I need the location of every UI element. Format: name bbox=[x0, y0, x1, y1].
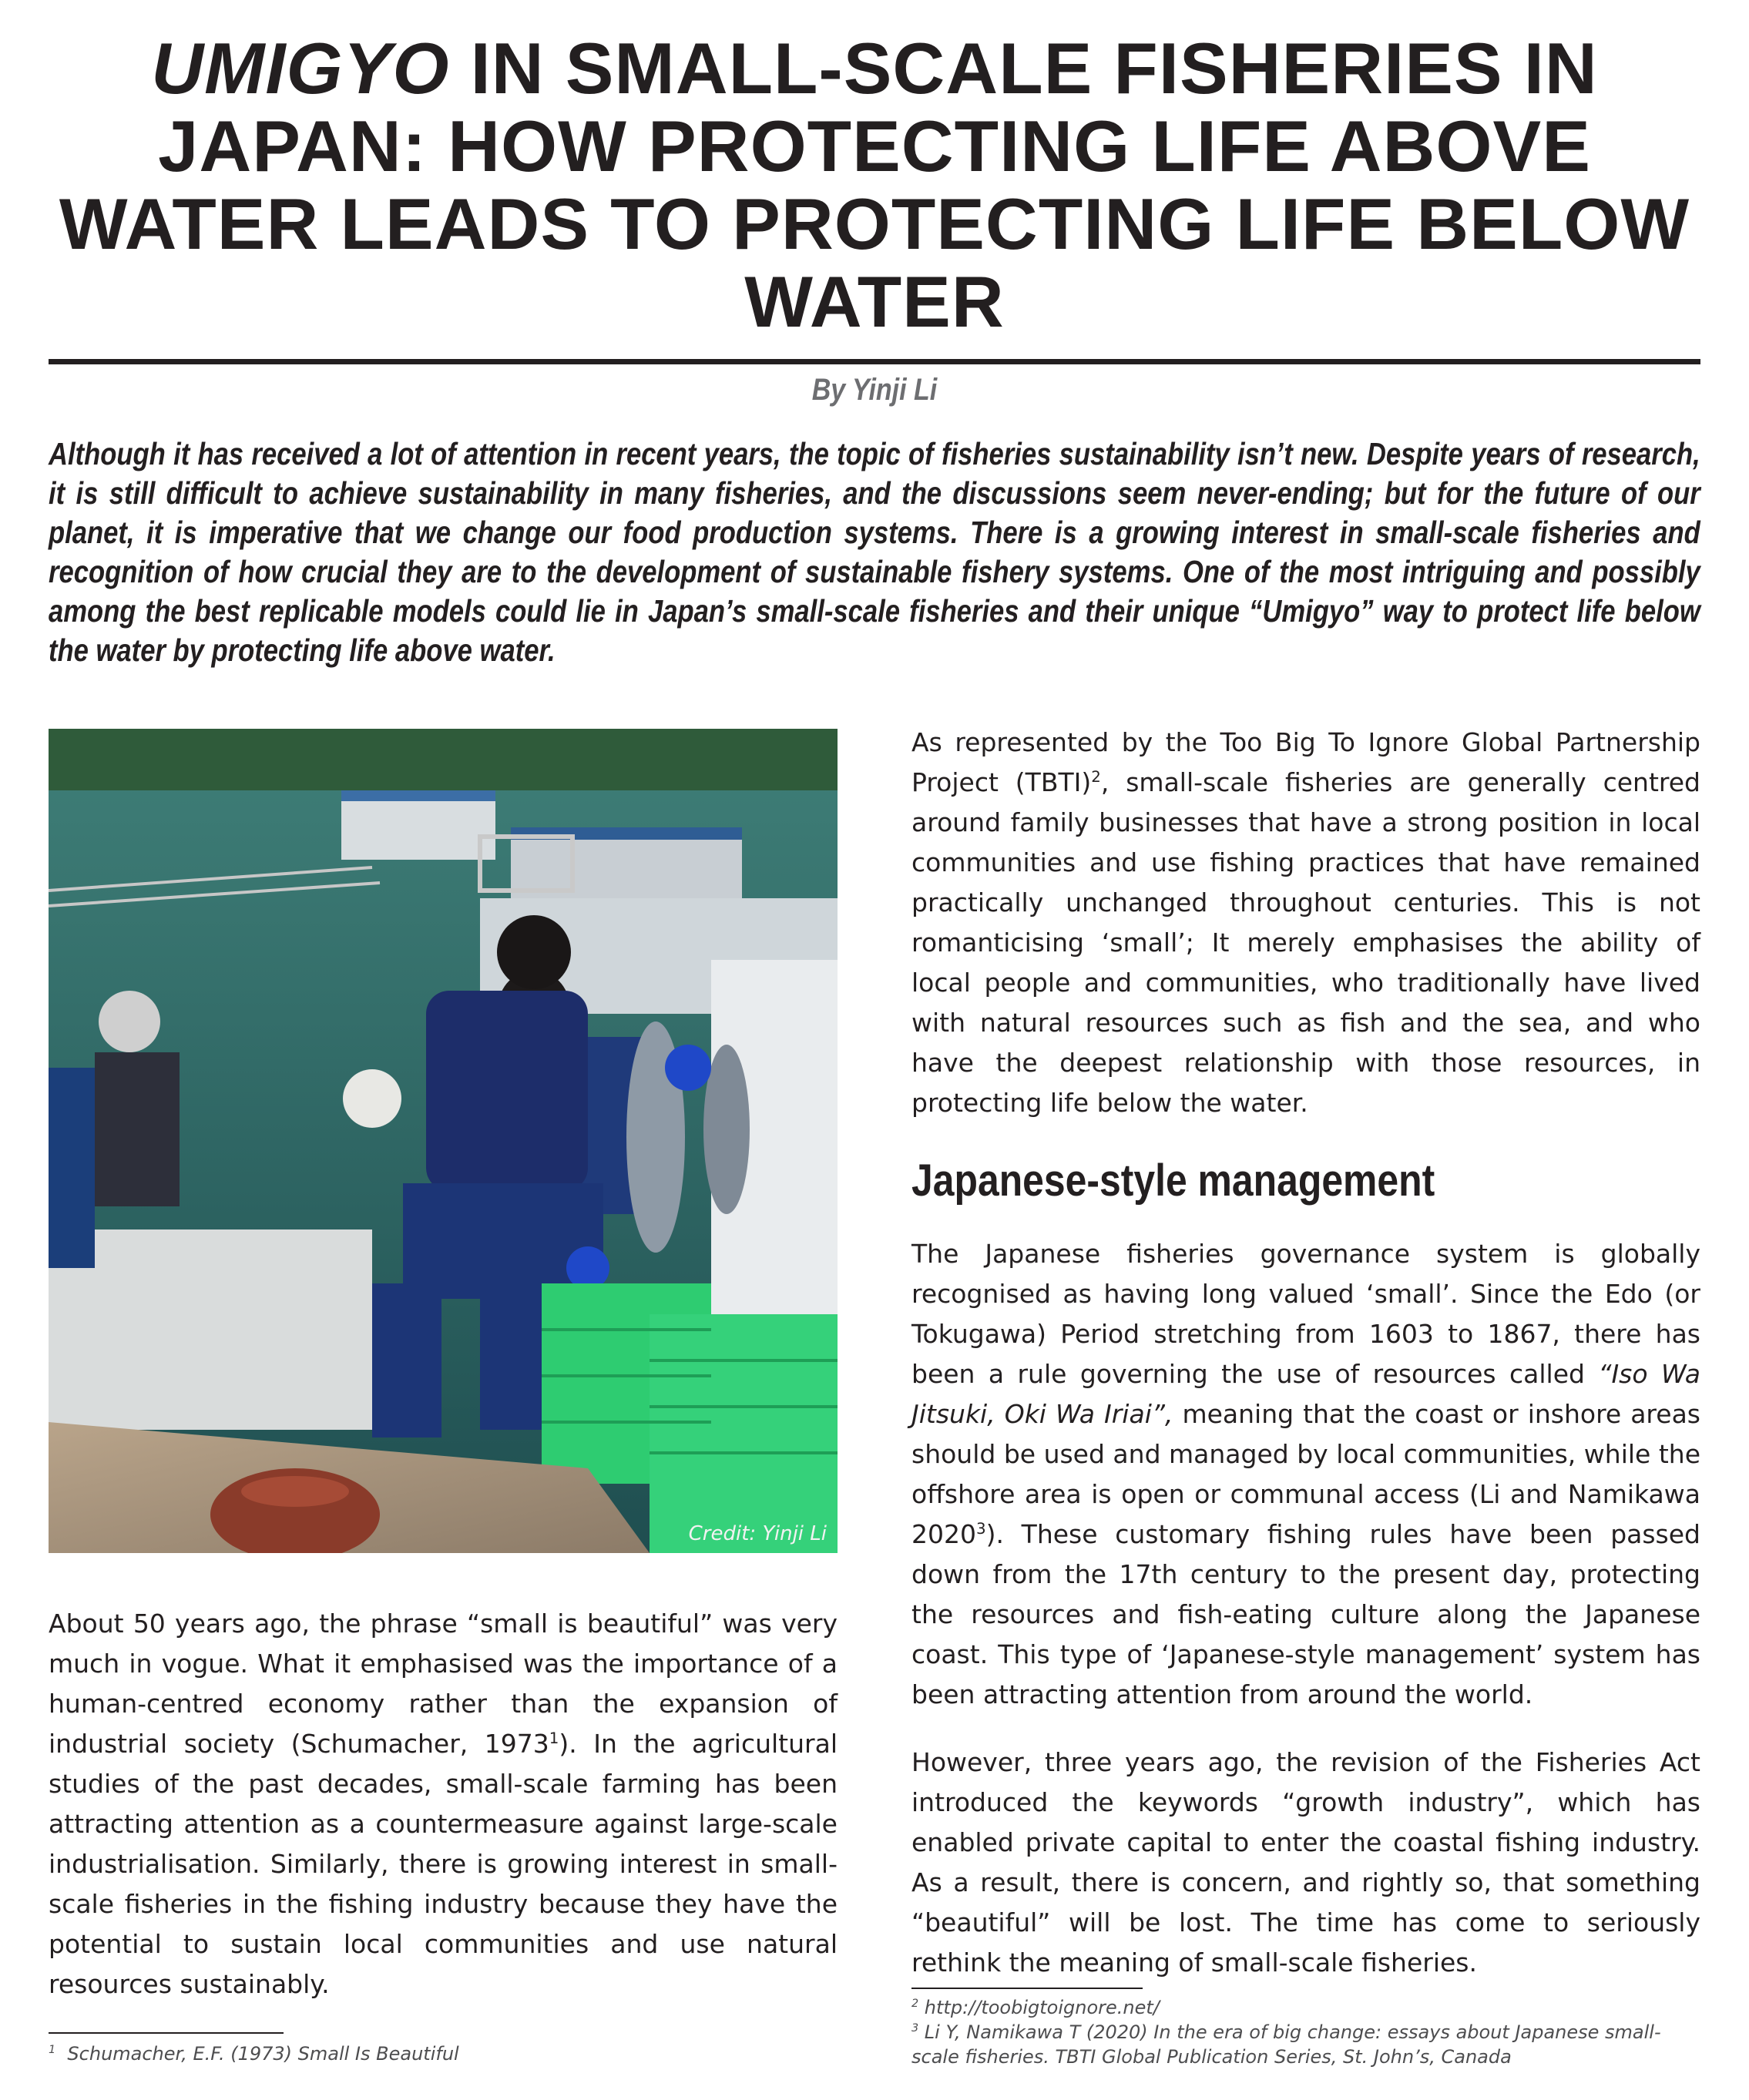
boat-deck bbox=[49, 1229, 372, 1430]
footnote-ref-3: 3 bbox=[975, 1520, 986, 1538]
photo-credit: Credit: Yinji Li bbox=[688, 1522, 827, 1545]
boat-engine bbox=[343, 1069, 401, 1128]
fishermen-photo bbox=[49, 729, 838, 1553]
footnote-ref-1: 1 bbox=[549, 1729, 559, 1747]
footnote-divider bbox=[49, 2032, 284, 2034]
title-divider bbox=[49, 359, 1700, 364]
footnote-2: $^2$ http://toobigtoignore.net/ bbox=[911, 1997, 1160, 2018]
fisherman-blue bbox=[49, 1068, 95, 1268]
footnote-divider-right bbox=[911, 1988, 1143, 1989]
right-column bbox=[911, 723, 1700, 1983]
article-title bbox=[49, 29, 1700, 340]
left-footnotes bbox=[49, 2032, 838, 2066]
fisherman-left bbox=[95, 1052, 180, 1206]
harbor-building-2 bbox=[511, 837, 742, 906]
fisherman-shirt bbox=[426, 991, 588, 1191]
fisherman-cap bbox=[99, 991, 160, 1052]
title-rest: IN SMALL-SCALE FISHERIES IN JAPAN: HOW PROTECTING LIFE ABOVE WATER LEADS TO PROTECTING LIFE BELOW WATER bbox=[59, 28, 1690, 342]
byline: By Yinji Li bbox=[811, 373, 938, 407]
footnote-1: $^1$ Schumacher, E.F. (1973) Small Is Beautiful bbox=[49, 2043, 459, 2065]
standfirst: Although it has received a lot of attention in recent years, the topic of fisheries sustainability isn’t new. Despite years of research, it is still difficult to achieve sustainability in many fisheries, and the discussions seem never-ending; but for the future of our planet, it is imperative that we change our food production systems. There is a growing interest in small-scale fisheries and recognition of how crucial they are to the development of sustainable fishery systems. One of the most intriguing and possibly among the best replicable models could lie in Japan’s small-scale fisheries and their unique “Umigyo” way to protect life below the water by protecting life above water. bbox=[49, 436, 1700, 668]
right-paragraph-2: The Japanese fisheries governance system is globally recognised as having long valued ‘small’. Since the Edo (or Tokugawa) Period stretching from 1603 to 1867, there has been a rule governing the use of resources called “Iso Wa Jitsuki, Oki Wa Iriai”, meaning that the coast or inshore areas should be used and managed by local communities, while the offshore area is open or communal access (Li and Namikawa 2020$^3$). These customary fishing rules have been passed down from the 17th century to the present day, protecting the resources and fish-eating culture along the Japanese coast. This type of ‘Japanese-style management’ system has been attracting attention from around the world. bbox=[911, 1239, 1700, 1709]
fisherman-leg bbox=[372, 1283, 441, 1437]
shore-trees bbox=[49, 729, 838, 790]
title-lead: UMIGYO bbox=[151, 28, 450, 109]
left-paragraph: About 50 years ago, the phrase “small is beautiful” was very much in vogue. What it emphasised was the importance of a human-centred economy rather than the expansion of industrial society (Schumacher, 1973$^1$). In the agricultural studies of the past decades, small-scale farming has been attracting attention as a countermeasure against large-scale industrialisation. Similarly, there is growing interest in small-scale fisheries in the fishing industry because they have the potential to sustain local communities and use natural resources sustainably. bbox=[49, 1609, 838, 1999]
right-paragraph-1: As represented by the Too Big To Ignore Global Partnership Project (TBTI)$^2$, small-scale fisheries are generally centred around family businesses that have a strong position in local communities and use fishing practices that have remained practically unchanged throughout centuries. This is not romanticising ‘small’; It merely emphasises the ability of local people and communities, who traditionally have lived with natural resources such as fish and the sea, and who have the deepest relationship with those resources, in protecting life below the water. bbox=[911, 727, 1700, 1118]
footnote-3: $^3$ Li Y, Namikawa T (2020) In the era of big change: essays about Japanese small-scale fisheries. TBTI Global Publication Series, St. John’s, Canada bbox=[911, 2021, 1661, 2068]
fisherman-hair bbox=[497, 915, 571, 989]
blue-glove bbox=[665, 1045, 711, 1091]
green-crate-2 bbox=[650, 1314, 838, 1553]
right-paragraph-3: However, three years ago, the revision of the Fisheries Act introduced the keywords “growth industry”, which has enabled private capital to enter the coastal fishing industry. As a result, there is concern, and rightly so, that something “beautiful” will be lost. The time has come to seriously rethink the meaning of small-scale fisheries. bbox=[911, 1747, 1700, 1978]
footnote-ref-2: 2 bbox=[1091, 768, 1101, 786]
section-heading: Japanese-style management bbox=[911, 1156, 1435, 1206]
photo-illustration bbox=[49, 729, 838, 1553]
right-footnotes bbox=[911, 1988, 1700, 2069]
harbor-building bbox=[341, 798, 495, 860]
